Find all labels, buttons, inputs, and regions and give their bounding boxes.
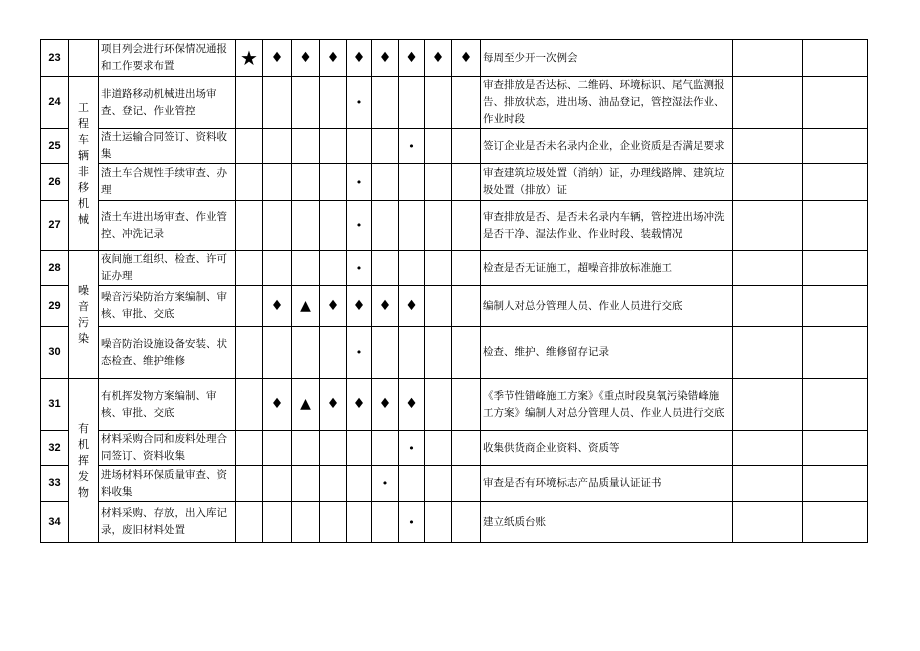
responsibility-mark [452, 164, 481, 201]
task-item: 项目列会进行环保情况通报和工作要求布置 [99, 40, 236, 77]
requirement-text: 检查、维护、维修留存记录 [481, 327, 733, 379]
responsibility-mark [236, 201, 263, 251]
responsibility-mark [292, 129, 320, 164]
responsibility-mark [452, 379, 481, 431]
task-item: 材料采购、存放，出入库记录，废旧材料处置 [99, 502, 236, 543]
row-number: 29 [41, 286, 69, 327]
responsibility-mark [292, 164, 320, 201]
blank-cell [803, 379, 868, 431]
blank-cell [733, 431, 803, 466]
requirement-text: 签订企业是否未名录内企业，企业资质是否满足要求 [481, 129, 733, 164]
responsibility-mark [236, 286, 263, 327]
requirement-text: 审查排放是否、是否未名录内车辆，管控进出场冲洗是否干净、湿法作业、作业时段、装载情况 [481, 201, 733, 251]
blank-cell [803, 77, 868, 129]
responsibility-mark: ♦ [425, 40, 452, 77]
task-item: 噪音污染防治方案编制、审核、审批、交底 [99, 286, 236, 327]
row-number: 27 [41, 201, 69, 251]
blank-cell [733, 286, 803, 327]
responsibility-mark [372, 77, 399, 129]
responsibility-mark [320, 431, 347, 466]
responsibility-mark [236, 379, 263, 431]
responsibility-mark [425, 129, 452, 164]
blank-cell [803, 327, 868, 379]
responsibility-mark [320, 129, 347, 164]
blank-cell [803, 164, 868, 201]
task-item: 渣土运输合同签订、资料收集 [99, 129, 236, 164]
responsibility-mark [452, 327, 481, 379]
blank-cell [733, 129, 803, 164]
responsibility-mark [320, 77, 347, 129]
table-row [41, 77, 868, 129]
responsibility-mark [236, 164, 263, 201]
responsibility-mark: • [399, 129, 425, 164]
responsibility-mark [452, 201, 481, 251]
responsibility-mark [347, 466, 372, 502]
table-row [41, 40, 868, 77]
responsibility-mark [263, 77, 292, 129]
blank-cell [803, 40, 868, 77]
requirement-text: 审查排放是否达标、二维码、环境标识、尾气监测报告、排放状态，进出场、油品登记，管控湿法作业、作业时段 [481, 77, 733, 129]
responsibility-mark [236, 251, 263, 286]
requirement-text: 每周至少开一次例会 [481, 40, 733, 77]
responsibility-mark [452, 77, 481, 129]
blank-cell [733, 379, 803, 431]
responsibility-mark: ♦ [347, 286, 372, 327]
blank-cell [733, 201, 803, 251]
category-cell [69, 251, 99, 379]
blank-cell [733, 164, 803, 201]
responsibility-mark: • [347, 327, 372, 379]
blank-cell [803, 129, 868, 164]
responsibility-mark [320, 201, 347, 251]
responsibility-mark [425, 379, 452, 431]
responsibility-mark: • [347, 251, 372, 286]
responsibility-mark [425, 251, 452, 286]
responsibility-mark [425, 466, 452, 502]
responsibility-mark [452, 502, 481, 543]
responsibility-mark [425, 431, 452, 466]
responsibility-mark: ♦ [372, 286, 399, 327]
blank-cell [733, 251, 803, 286]
category-label: 工程车辆非移机械 [78, 100, 89, 226]
responsibility-mark [292, 201, 320, 251]
blank-cell [733, 77, 803, 129]
category-cell [69, 77, 99, 251]
responsibility-mark: ♦ [320, 379, 347, 431]
row-number: 33 [41, 466, 69, 502]
responsibility-mark [347, 129, 372, 164]
responsibility-mark [399, 164, 425, 201]
row-number: 23 [41, 40, 69, 77]
responsibility-mark [399, 77, 425, 129]
responsibility-mark [263, 327, 292, 379]
responsibility-mark [292, 251, 320, 286]
responsibility-mark: ▲ [292, 286, 320, 327]
responsibility-mark [320, 466, 347, 502]
category-label: 有机挥发物 [78, 421, 89, 499]
blank-cell [803, 251, 868, 286]
responsibility-mark [452, 129, 481, 164]
requirement-text: 建立纸质台账 [481, 502, 733, 543]
responsibility-mark [292, 77, 320, 129]
responsibility-mark: • [347, 201, 372, 251]
responsibility-mark [320, 502, 347, 543]
blank-cell [803, 466, 868, 502]
table-row [41, 251, 868, 286]
responsibility-mark [236, 431, 263, 466]
blank-cell [733, 327, 803, 379]
responsibility-mark [425, 77, 452, 129]
responsibility-mark [292, 431, 320, 466]
responsibility-mark: ♦ [263, 379, 292, 431]
responsibility-mark: ♦ [263, 286, 292, 327]
responsibility-mark: ♦ [347, 379, 372, 431]
row-number: 24 [41, 77, 69, 129]
responsibility-mark: ♦ [263, 40, 292, 77]
table-row [41, 379, 868, 431]
responsibility-mark: ▲ [292, 379, 320, 431]
responsibility-mark [320, 251, 347, 286]
task-item: 材料采购合同和废料处理合同签订、资料收集 [99, 431, 236, 466]
blank-cell [733, 40, 803, 77]
task-item: 非道路移动机械进出场审查、登记、作业管控 [99, 77, 236, 129]
responsibility-mark [236, 77, 263, 129]
blank-cell [803, 431, 868, 466]
responsibility-mark: ♦ [372, 379, 399, 431]
responsibility-mark [425, 164, 452, 201]
responsibility-mark [263, 502, 292, 543]
requirement-text: 编制人对总分管理人员、作业人员进行交底 [481, 286, 733, 327]
responsibility-mark: ♦ [372, 40, 399, 77]
table-row [41, 201, 868, 251]
responsibility-mark [452, 286, 481, 327]
responsibility-mark [236, 327, 263, 379]
responsibility-mark: ♦ [399, 379, 425, 431]
blank-cell [803, 201, 868, 251]
responsibility-mark: • [372, 466, 399, 502]
responsibility-mark [263, 129, 292, 164]
responsibility-mark [263, 164, 292, 201]
responsibility-mark [263, 201, 292, 251]
table-row [41, 286, 868, 327]
table-row [41, 502, 868, 543]
responsibility-mark [347, 502, 372, 543]
responsibility-mark: ♦ [347, 40, 372, 77]
row-number: 28 [41, 251, 69, 286]
responsibility-mark [399, 201, 425, 251]
responsibility-mark: ♦ [292, 40, 320, 77]
responsibility-mark [452, 251, 481, 286]
responsibility-mark [292, 466, 320, 502]
responsibility-mark [452, 466, 481, 502]
responsibility-mark: ★ [236, 40, 263, 77]
responsibility-mark: ♦ [320, 40, 347, 77]
responsibility-mark: • [347, 77, 372, 129]
responsibility-mark [372, 164, 399, 201]
responsibility-mark: ♦ [399, 40, 425, 77]
responsibility-mark [236, 466, 263, 502]
blank-cell [733, 466, 803, 502]
responsibility-mark [320, 164, 347, 201]
task-item: 渣土车进出场审查、作业管控、冲洗记录 [99, 201, 236, 251]
responsibility-mark [425, 286, 452, 327]
responsibility-mark [399, 251, 425, 286]
responsibility-mark [292, 327, 320, 379]
responsibility-mark [347, 431, 372, 466]
responsibility-mark [399, 327, 425, 379]
responsibility-mark: • [347, 164, 372, 201]
row-number: 26 [41, 164, 69, 201]
requirement-text: 检查是否无证施工，超噪音排放标准施工 [481, 251, 733, 286]
responsibility-mark [372, 431, 399, 466]
responsibility-mark [263, 466, 292, 502]
blank-cell [803, 286, 868, 327]
responsibility-mark [320, 327, 347, 379]
category-label: 噪音污染 [78, 283, 89, 345]
blank-cell [733, 502, 803, 543]
task-item: 进场材料环保质量审查、资料收集 [99, 466, 236, 502]
requirement-text: 审查建筑垃圾处置（消纳）证，办理线路牌、建筑垃圾处置（排放）证 [481, 164, 733, 201]
responsibility-mark [372, 129, 399, 164]
responsibility-mark [452, 431, 481, 466]
responsibility-mark [263, 251, 292, 286]
row-number: 30 [41, 327, 69, 379]
requirement-text: 《季节性错峰施工方案》《重点时段臭氧污染错峰施工方案》编制人对总分管理人员、作业人员进行交底 [481, 379, 733, 431]
responsibility-mark: • [399, 502, 425, 543]
requirement-text: 审查是否有环境标志产品质量认证证书 [481, 466, 733, 502]
category-cell [69, 379, 99, 543]
table-row [41, 327, 868, 379]
responsibility-mark [236, 502, 263, 543]
table-row [41, 466, 868, 502]
table-row [41, 129, 868, 164]
responsibility-mark: ♦ [452, 40, 481, 77]
responsibility-mark [372, 201, 399, 251]
responsibility-mark [399, 466, 425, 502]
responsibility-mark [425, 502, 452, 543]
environment-task-table [40, 39, 868, 543]
row-number: 34 [41, 502, 69, 543]
table-row [41, 431, 868, 466]
responsibility-mark: ♦ [399, 286, 425, 327]
responsibility-mark [292, 502, 320, 543]
task-item: 渣土车合规性手续审查、办理 [99, 164, 236, 201]
responsibility-mark [372, 502, 399, 543]
responsibility-mark [236, 129, 263, 164]
responsibility-mark [425, 201, 452, 251]
category-cell-empty [69, 40, 99, 77]
responsibility-mark [372, 251, 399, 286]
row-number: 25 [41, 129, 69, 164]
row-number: 31 [41, 379, 69, 431]
row-number: 32 [41, 431, 69, 466]
requirement-text: 收集供货商企业资料、资质等 [481, 431, 733, 466]
responsibility-mark [263, 431, 292, 466]
task-item: 噪音防治设施设备安装、状态检查、维护维修 [99, 327, 236, 379]
task-item: 有机挥发物方案编制、审核、审批、交底 [99, 379, 236, 431]
responsibility-mark [372, 327, 399, 379]
responsibility-mark: • [399, 431, 425, 466]
responsibility-mark [425, 327, 452, 379]
task-item: 夜间施工组织、检查、许可证办理 [99, 251, 236, 286]
blank-cell [803, 502, 868, 543]
responsibility-mark: ♦ [320, 286, 347, 327]
table-row [41, 164, 868, 201]
